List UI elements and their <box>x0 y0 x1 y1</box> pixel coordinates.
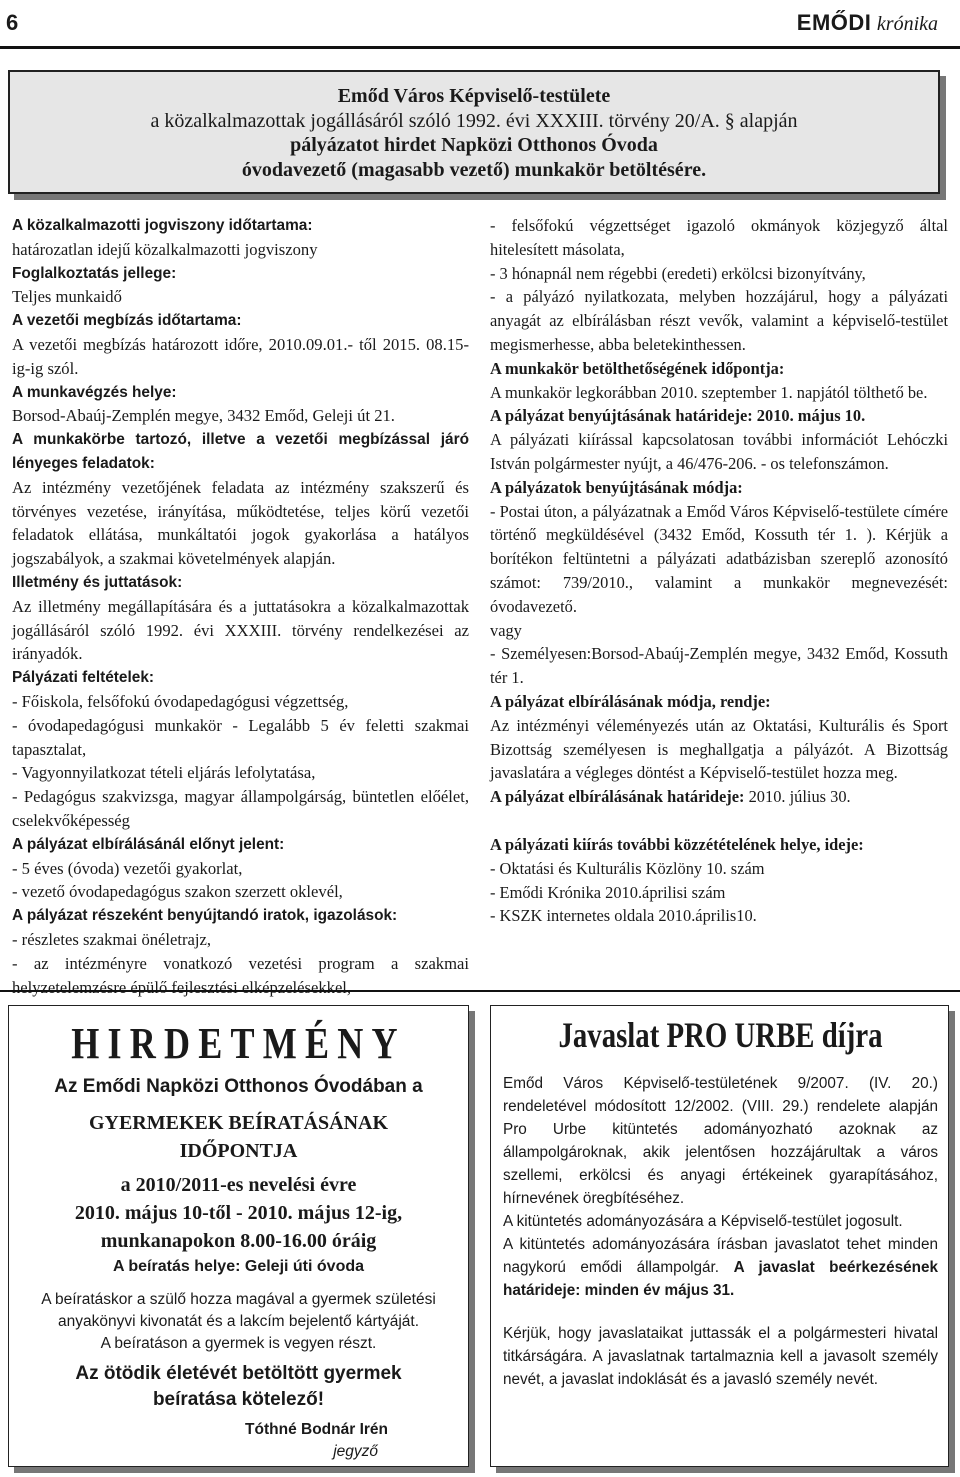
body-text: A munkakör legkorábban 2010. szeptember 1. napjától tölthető be. <box>490 382 928 402</box>
section-heading <box>12 381 469 405</box>
heading-text: A pályázatok benyújtásának módja: <box>490 477 743 497</box>
body-text: - a pályázó nyilatkozata, melyben hozzájárul, hogy a pályázati anyagát az elbírálásban részt vevők, valamint a képviselő-testület megismerhesse, abba beletekinthessen. <box>490 287 948 354</box>
body-text: A vezetői megbízás határozott időre, 2010.09.01.- től 2015. 08.15-ig-ig szól. <box>12 334 469 378</box>
body-text: Borsod-Abaúj-Zemplén megye, 3432 Emőd, Geleji út 21. <box>12 406 395 426</box>
right-column <box>490 214 948 928</box>
body-text: Az intézményi véleményezés után az Oktatási, Kulturális és Sport Bizottság személyesen is meghallgatja a pályázót. A Bizottság javaslatára a végleges döntést a Képviselő-testület hozza meg. <box>490 715 948 783</box>
body-text: - óvodapedagógusi munkakör - Legalább 5 év feletti szakmai tapasztalat, <box>12 715 469 759</box>
heading-text: A pályázati kiírás további közzétételének helye, ideje: <box>490 834 864 854</box>
hirdetmeny-line: A beíratás helye: Geleji úti óvoda <box>112 1258 365 1275</box>
section-heading <box>12 262 469 286</box>
section-heading <box>490 476 948 500</box>
hirdetmeny-line: a 2010/2011-es nevelési évre <box>120 1174 357 1196</box>
heading-text: Pályázati feltételek: <box>12 669 155 687</box>
heading-text: A munkakör betölthetőségének időpontja: <box>490 358 785 378</box>
heading-text: A munkavégzés helye: <box>12 383 177 401</box>
heading-text: Foglalkoztatás jellege: <box>12 264 177 282</box>
pro-urbe-paragraph: Kérjük, hogy javaslataikat juttassák el a polgármesteri hivatal titkárságára. A javaslatnak tartalmaznia kell a javasolt személy nevét, a javaslat indoklását és a javasló személy nevét. <box>503 1325 938 1388</box>
body-text: Az illetmény megállapítására és a juttatásokra a közalkalmazottak jogállásáról szóló 1992. évi XXXIII. törvény rendelkezései az irányadók. <box>12 596 469 664</box>
heading-text: A munkakörbe tartozó, illetve a vezetői megbízással járó lényeges feladatok: <box>12 431 469 472</box>
signer-role: jegyző <box>333 1443 378 1460</box>
pro-urbe-text: A kitüntetés adományozására írásban javaslatot tehet minden nagykorú emődi állampolgár. <box>503 1236 938 1276</box>
pro-urbe-paragraph <box>503 1233 938 1302</box>
hirdetmeny-line: Az ötödik életévét betöltött gyermek beíratása kötelező! <box>75 1363 402 1410</box>
heading-text: A pályázat elbírálásánál előnyt jelent: <box>12 835 285 853</box>
pro-urbe-title: Javaslat PRO URBE díjra <box>558 1015 883 1055</box>
body-text: - Postai úton, a pályázatnak a Emőd Város Képviselő-testülete címére történő megküldésével (3432 Emőd, Kossuth tér 1. ). Kérjük a borítékon feltüntetni a pályázati adatbázisban szereplő azonosító számot: 739/2010., valamint a munkakör megnevezését: óvodavezető. <box>490 501 948 616</box>
section-divider <box>0 990 960 992</box>
hirdetmeny-line: GYERMEKEK BEÍRATÁSÁNAK <box>88 1112 389 1134</box>
section-heading <box>490 357 948 381</box>
heading-text: A pályázat részeként benyújtandó iratok, igazolások: <box>12 907 398 925</box>
hirdetmeny-title: HIRDETMÉNY <box>71 1019 406 1068</box>
masthead-subtitle: krónika <box>876 13 938 35</box>
announcement-line: Emőd Város Képviselő-testülete <box>337 85 611 107</box>
hirdetmeny-line: munkanapokon 8.00-16.00 óráig <box>100 1230 377 1252</box>
page-number: 6 <box>6 10 19 35</box>
section-heading <box>490 690 948 714</box>
heading-text: A pályázat elbírálásának határideje: <box>490 787 745 807</box>
hirdetmeny-line: A beíratáskor a szülő hozza magával a gyermek születési anyakönyvi kivonatát és a lakcím bejelentő kártyáját. <box>41 1291 436 1330</box>
hirdetmeny-line: A beíratáson a gyermek is vegyen részt. <box>100 1335 377 1352</box>
section-heading <box>12 833 469 857</box>
body-text: - Oktatási és Kulturális Közlöny 10. szám <box>490 858 765 878</box>
heading-text: A közalkalmazotti jogviszony időtartama: <box>12 217 313 234</box>
pro-urbe-paragraph: A kitüntetés adományozására a Képviselő-testület jogosult. <box>503 1213 903 1230</box>
body-text: A pályázati kiírással kapcsolatosan további információt Lehóczki István polgármester nyújt, a 46/476-206. - os telefonszámon. <box>490 430 948 473</box>
body-text: - Vagyonnyilatkozat tételi eljárás lefolytatása, <box>12 763 316 783</box>
body-text: - KSZK internetes oldala 2010.április10. <box>490 906 757 926</box>
body-text: - 3 hónapnál nem régebbi (eredeti) erkölcsi bizonyítvány, <box>490 263 866 283</box>
heading-value: 2010. július 30. <box>744 787 851 807</box>
heading-text: Illetmény és juttatások: <box>12 573 183 591</box>
section-heading <box>12 428 469 476</box>
announcement-line: a közalkalmazottak jogállásáról szóló 1992. évi XXXIII. törvény 20/A. § alapján <box>150 109 798 132</box>
heading-text: A pályázat benyújtásának határideje: 2010. május 10. <box>490 406 866 426</box>
section-heading <box>490 404 948 428</box>
hirdetmeny-box <box>8 1005 469 1467</box>
hirdetmeny-line: Az Emődi Napközi Otthonos Óvodában a <box>54 1076 423 1097</box>
section-heading <box>12 309 469 333</box>
pro-urbe-paragraph: Emőd Város Képviselő-testületének 9/2007. (IV. 20.) rendeletével módosított 12/2002. (VIII. 29.) rendelete alapján Pro Urbe kitüntetés adományozható azoknak az állampolgároknak, akik jelentősen hozzájárultak a város szellemi, erkölcsi és anyagi értékeinek gyarapításához, hírnevének öregbítéséhez. <box>503 1075 938 1207</box>
heading-text: A vezetői megbízás időtartama: <box>12 312 242 330</box>
left-column <box>12 214 469 999</box>
hirdetmeny-line: IDŐPONTJA <box>179 1140 298 1162</box>
body-text: - Főiskola, felsőfokú óvodapedagógusi végzettség, <box>12 691 349 711</box>
body-text: - 5 éves (óvoda) vezetői gyakorlat, <box>12 858 243 878</box>
spacer <box>490 809 948 833</box>
body-text: határozatlan idejű közalkalmazotti jogviszony <box>12 239 318 259</box>
hirdetmeny-line: 2010. május 10-től - 2010. május 12-ig, <box>74 1202 403 1224</box>
section-heading <box>12 214 469 238</box>
section-heading <box>490 833 948 857</box>
body-text: - részletes szakmai önéletrajz, <box>12 929 212 949</box>
body-text: - felsőfokú végzettséget igazoló okmányok közjegyző által hitelesített másolata, <box>490 216 948 259</box>
body-text: vagy <box>490 620 522 640</box>
section-heading <box>490 785 948 809</box>
section-heading <box>12 904 469 928</box>
section-heading <box>12 571 469 595</box>
header-rule <box>0 46 960 49</box>
announcement-line: óvodavezető (magasabb vezető) munkakör betöltésére. <box>241 158 707 181</box>
body-text: Az intézmény vezetőjének feladata az intézmény szakszerű és törvényes vezetése, irányítása, működtetése, teljes körű vezetői feladatok ellátása, munkáltatói jogok gyakorlása a hatályos jogszabályok, a szakmai követelmények alapján. <box>12 477 469 569</box>
masthead-title: EMŐDI <box>796 10 872 35</box>
pro-urbe-deadline: A javaslat beérkezésének határideje: minden év május 31. <box>503 1259 939 1299</box>
body-text: - az intézményre vonatkozó vezetési program a szakmai helyzetelemzésre épülő fejlesztési elképzelésekkel, <box>12 953 469 997</box>
announcement-box <box>8 70 940 194</box>
body-text: Teljes munkaidő <box>12 287 122 307</box>
announcement-line: pályázatot hirdet Napközi Otthonos Óvoda <box>290 134 658 156</box>
heading-text: A pályázat elbírálásának módja, rendje: <box>490 691 771 711</box>
body-text: - Emődi Krónika 2010.áprilisi szám <box>490 882 726 902</box>
pro-urbe-box <box>490 1005 949 1467</box>
section-heading <box>12 666 469 690</box>
pro-urbe-body <box>503 1072 938 1391</box>
body-text: - Pedagógus szakvizsga, magyar állampolgárság, büntetlen előélet, cselekvőképesség <box>12 787 469 830</box>
page-header <box>0 0 960 58</box>
body-text: - vezető óvodapedagógus szakon szerzett oklevél, <box>12 882 343 902</box>
masthead <box>797 10 938 36</box>
signer-name: Tóthné Bodnár Irén <box>245 1421 388 1438</box>
body-text: - Személyesen:Borsod-Abaúj-Zemplén megye, 3432 Emőd, Kossuth tér 1. <box>490 644 948 688</box>
